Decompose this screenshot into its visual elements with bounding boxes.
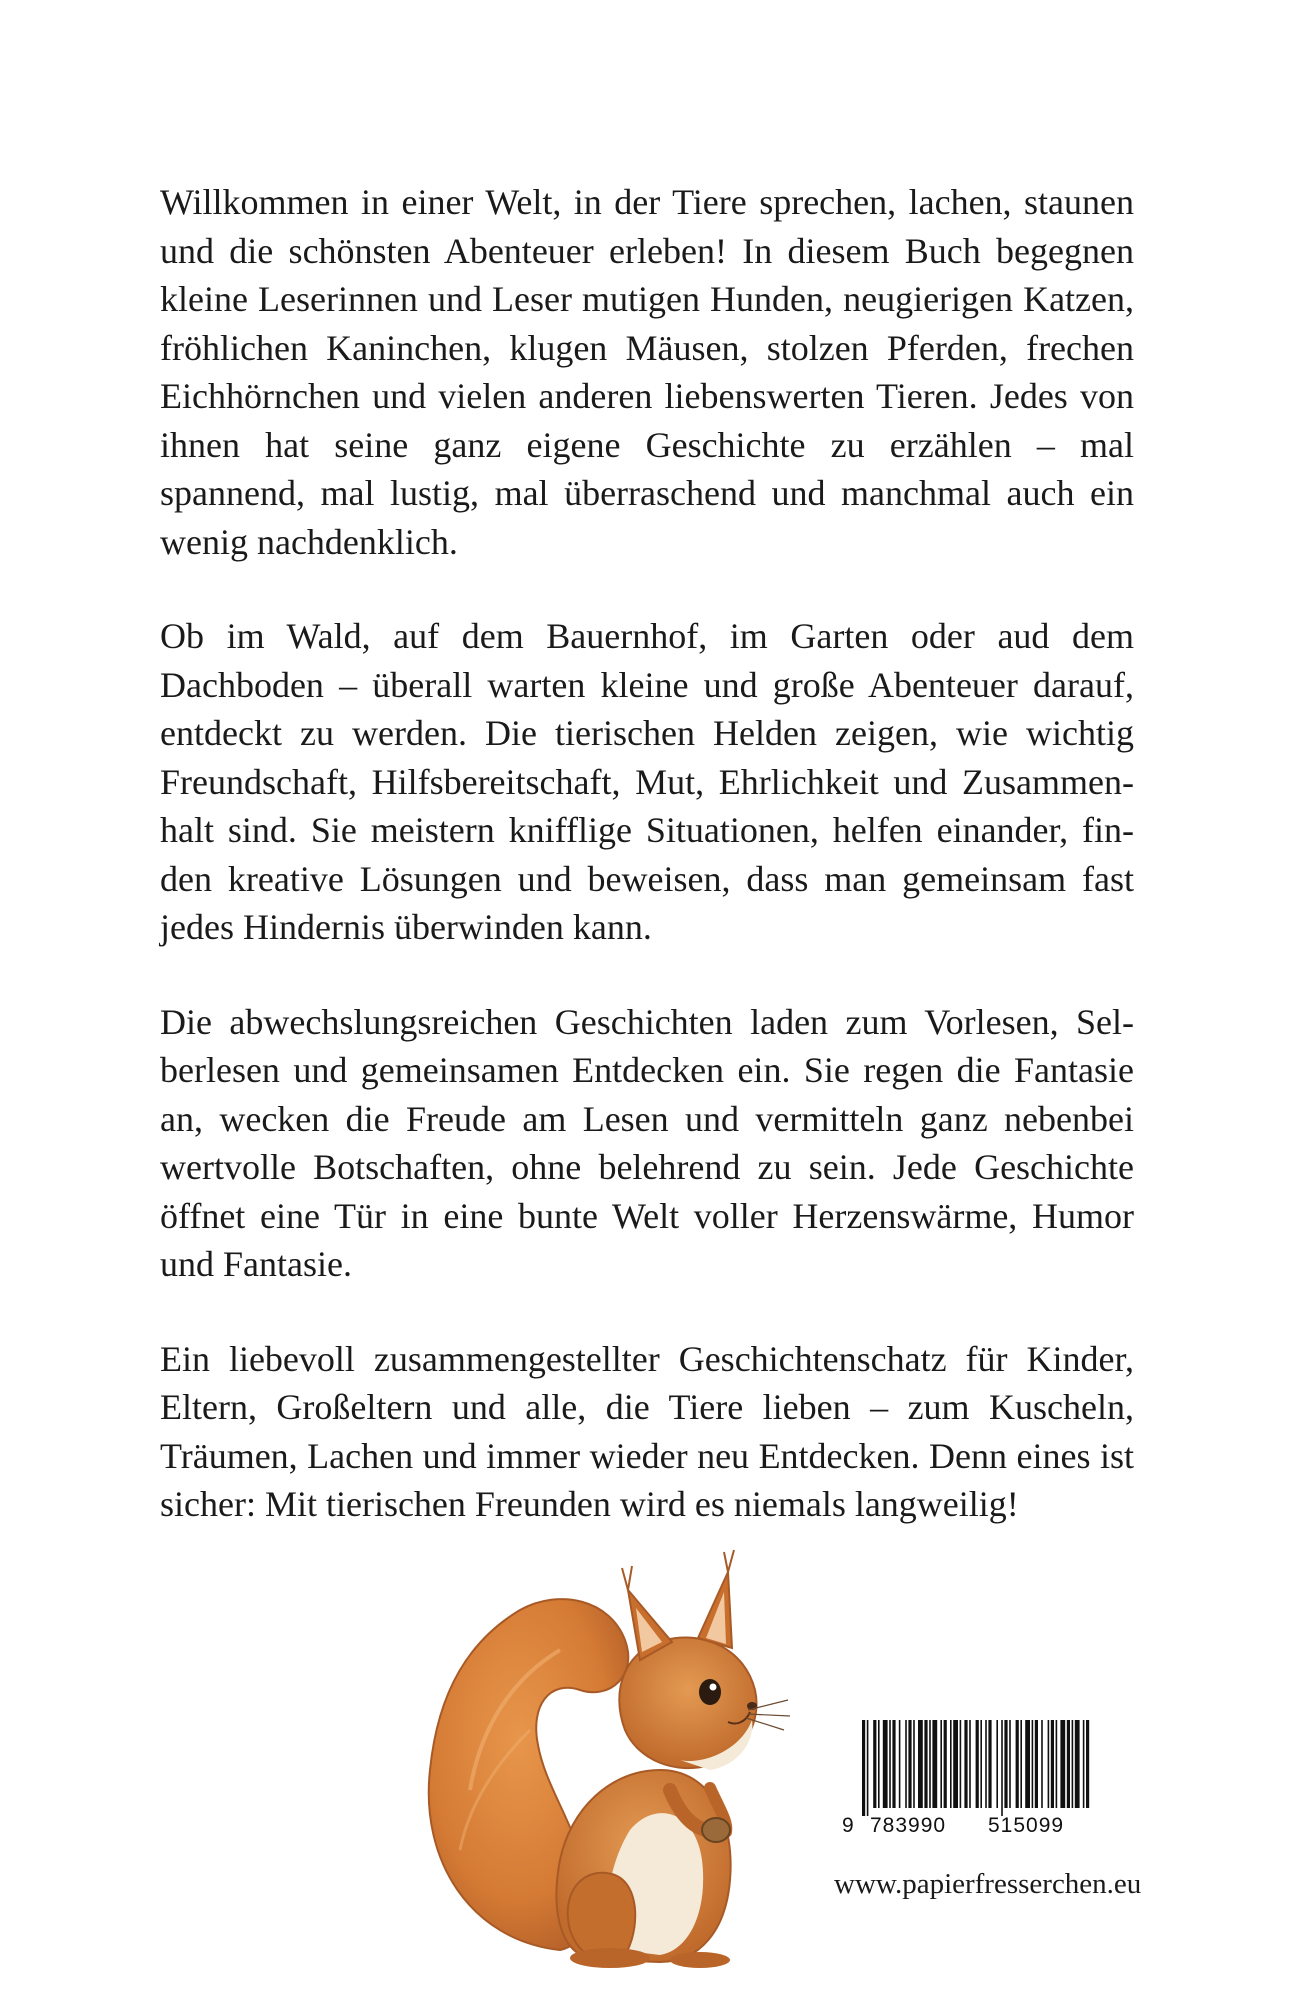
- barcode-bar: [913, 1720, 915, 1808]
- barcode-bar: [1086, 1720, 1089, 1808]
- barcode-bar: [1048, 1720, 1050, 1808]
- barcode-bar: [960, 1720, 962, 1808]
- paragraph-4: Ein liebevoll zusammengestellter Geschichtenschatz für Kinder, Eltern, Großeltern und alle, die Tiere lieben – zum Kuscheln, Träumen, Lachen und immer wieder neu Entdecken. Denn eines ist sicher: Mit tierischen Freunden wird es niemals langweilig!: [160, 1338, 1134, 1524]
- barcode-bar: [1025, 1720, 1030, 1808]
- barcode-bar: [1001, 1720, 1003, 1816]
- barcode-bar: [1056, 1720, 1058, 1808]
- paragraph-2: Ob im Wald, auf dem Bauernhof, im Garten oder aud dem Dachboden – überall warten kleine und große Abenteuer darauf, entdeckt zu werden. Die tierischen Helden zeigen, wie wichtig Freundschaft, Hilfsbereitschaft, Mut, Ehrlichkeit und Zusammenhalt sind. Sie meistern knifflige Situationen, helfen einander, finden kreative Lösungen und beweisen, dass man gemeinsam fast jedes Hindernis überwinden kann.: [160, 616, 1134, 947]
- barcode-bar: [985, 1720, 987, 1808]
- publisher-website: www.papierfresserchen.eu: [834, 1868, 1142, 1900]
- barcode-bar: [932, 1720, 937, 1808]
- barcode-bar: [918, 1720, 923, 1808]
- barcode-bar: [1020, 1720, 1022, 1808]
- barcode-bar: [862, 1720, 865, 1816]
- barcode-bar: [873, 1720, 876, 1808]
- blurb-text: [160, 178, 1134, 1575]
- barcode-bar: [905, 1720, 907, 1808]
- barcode-bar: [1075, 1720, 1080, 1808]
- barcode-bar: [1016, 1720, 1019, 1808]
- barcode-bar: [1051, 1720, 1054, 1808]
- barcode-bar: [944, 1720, 947, 1808]
- barcode-bar: [969, 1720, 971, 1808]
- squirrel-icon: [410, 1530, 810, 1970]
- barcode-bar: [1004, 1720, 1007, 1808]
- barcode-bar: [867, 1720, 869, 1816]
- barcode-bar: [953, 1720, 958, 1808]
- barcode-bar: [988, 1720, 991, 1808]
- barcode-bar: [940, 1720, 942, 1808]
- barcode-bar: [899, 1720, 901, 1808]
- barcode-bar: [889, 1720, 891, 1808]
- paragraph-3: Die abwechslungsreichen Geschichten laden zum Vorlesen, Selberlesen und gemeinsamen Entdecken ein. Sie regen die Fantasie an, wecken die Freude am Lesen und vermitteln ganz nebenbei wertvolle Botschaften, ohne belehrend zu sein. Jede Geschichte öffnet eine Tür in eine bunte Welt voller Herzenswärme, Humor und Fantasie.: [160, 1001, 1134, 1284]
- barcode-bar: [924, 1720, 927, 1808]
- barcode-bar: [1060, 1720, 1065, 1808]
- barcode-bar: [1041, 1720, 1043, 1808]
- barcode-bar: [1032, 1720, 1034, 1808]
- isbn-digits-left: 783990: [870, 1814, 947, 1837]
- paragraph-1: Willkommen in einer Welt, in der Tiere sprechen, lachen, staunen und die schönsten Abenteuer erleben! In diesem Buch begegnen kleine Leserinnen und Leser mutigen Hunden, neugierigen Katzen, fröhlichen Kaninchen, klugen Mäusen, stolzen Pferden, frechen Eichhörnchen und vielen anderen liebenswerten Tieren. Jedes von ihnen hat seine ganz eigene Geschichte zu erzählen – mal spannend, mal lustig, mal überraschend und manchmal auch ein wenig nachdenklich.: [160, 182, 1134, 562]
- barcode-bar: [1067, 1720, 1070, 1808]
- barcode-bar: [980, 1720, 982, 1808]
- isbn-digits-right: 515099: [988, 1814, 1065, 1837]
- barcode-bar: [908, 1720, 911, 1808]
- barcode-bar: [950, 1720, 952, 1808]
- barcode-bars: [862, 1720, 1094, 1816]
- barcode-bar: [996, 1720, 998, 1808]
- barcode-bar: [964, 1720, 967, 1808]
- barcode-bar: [883, 1720, 888, 1808]
- barcode-bar: [892, 1720, 895, 1808]
- barcode-bar: [1009, 1720, 1011, 1808]
- barcode-bar: [929, 1720, 931, 1808]
- barcode-bar: [878, 1720, 880, 1808]
- isbn-digit-first: 9: [842, 1814, 855, 1837]
- barcode-bar: [1072, 1720, 1074, 1808]
- barcode-bar: [1083, 1720, 1085, 1808]
- barcode-bar: [976, 1720, 979, 1808]
- barcode-bar: [1035, 1720, 1038, 1808]
- isbn-barcode: [842, 1720, 1104, 1838]
